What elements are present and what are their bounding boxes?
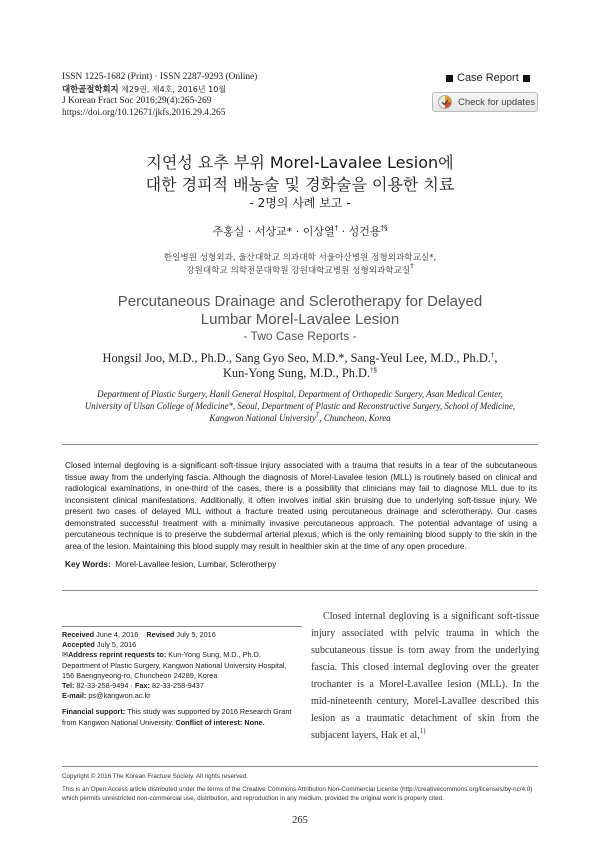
square-bullet-icon: [446, 75, 453, 82]
keywords-label: Key Words:: [65, 560, 111, 569]
affiliation-en-city: , Chuncheon, Korea: [319, 413, 391, 423]
keywords: [65, 560, 276, 569]
accepted-line: [62, 640, 302, 650]
email-label: E-mail:: [62, 691, 87, 701]
conflict-statement: Conflict of interest: None.: [175, 717, 265, 727]
affiliation-kr-line1: 한일병원 성형외과, 울산대학교 의과대학 서울아산병원 정형외과학교실*,: [163, 253, 437, 263]
abstract-text: Closed internal degloving is a significant soft-tissue injury associated with a trauma that results in a tear of the subcutaneous tissue away from the underlying fascia. Although the diagnosis of Morel-Lavalee lesion (MLL) is routinely based on clinical and radiological examinations, in one-third of the cases, there is a possibility that clinicians may fail to diagnose MLL due to its inconsistent clinical manifestations. Additionally, it often involves initial skin bruising due to underlying soft-tissue injury. We present two cases of delayed MLL without a fracture treated using percutaneous drainage and sclerotherapy. Our cases demonstrated successful treatment with a minimally invasive percutaneous approach. The potential advantage of using a percutaneous technique is to preserve the subdermal arterial plexus, which is the only remaining blood supply to the skin in the area of the lesion. Maintaining this blood supply may result in healthier skin at the time of any open procedure.: [65, 461, 537, 551]
authors-en-line2: [0, 366, 600, 381]
affiliation-kr-text: 강원대학교 의학전문대학원 강원대학교병원 성형외과학교실: [186, 266, 411, 276]
affiliation-kr-line2: [0, 264, 600, 276]
title-en-line2: Lumbar Morel-Lavalee Lesion: [200, 311, 400, 328]
affiliation-en-text: Kangwon National University: [209, 413, 316, 423]
title-kr-subtitle: - 2명의 사례 보고 -: [249, 196, 351, 210]
received-line: [62, 630, 302, 640]
intro-paragraph: [311, 608, 539, 744]
article-info: [62, 630, 302, 728]
affiliation-mark: †: [410, 262, 414, 270]
author-mark: †: [334, 224, 339, 232]
tel-label: Tel:: [62, 681, 75, 691]
contact-line: Tel: 82-33-258-9494 · Fax: 82-33-258-9437: [62, 681, 204, 691]
received-date: June 4, 2016: [96, 630, 139, 639]
reference-mark[interactable]: 1): [419, 727, 426, 735]
check-for-updates-button[interactable]: [432, 92, 538, 112]
revised-date: July 5, 2016: [176, 630, 216, 639]
authors-en-line1: [0, 351, 600, 366]
accepted-date: July 5, 2016: [96, 640, 137, 650]
divider: [62, 444, 538, 445]
divider: [62, 766, 538, 767]
funding-text: This study was supported by 2016 Research Grant from Kangwon National University.: [62, 707, 292, 727]
title-kr-line2: 대한 경피적 배농술 및 경화술을 이용한 치료: [145, 175, 455, 194]
divider: [62, 626, 302, 627]
reprint-name: Kun-Yong Sung, M.D., Ph.D.: [168, 650, 261, 660]
affiliation-en-line1: Department of Plastic Surgery, Hanil General Hospital, Department of Orthopedic Surgery, Asan Medical Center,: [97, 389, 503, 399]
license-text: This is an Open Access article distributed under the terms of the Creative Commons Attribution Non-Commercial License (http://creativecommons.org/licenses/by-nc/4.0) which permits unrestricted non-commercial use, distribution, and reproduction in any medium, provided the original work is properly cited.: [62, 786, 533, 802]
issn-line: ISSN 1225-1682 (Print) · ISSN 2287-9293 (Online): [62, 72, 258, 82]
copyright: Copyright © 2016 The Korean Fracture Society. All rights reserved.: [62, 773, 249, 780]
divider: [62, 590, 538, 591]
affiliation-en-line3: [0, 410, 600, 423]
received-label: Received: [62, 630, 95, 639]
affiliation-mark: †: [315, 410, 320, 418]
authors-kr-last: · 성건용: [338, 225, 381, 238]
funding-label: Financial support:: [62, 707, 126, 717]
title-en-subtitle: - Two Case Reports -: [243, 329, 357, 343]
article-type-label: Case Report: [457, 72, 519, 84]
square-bullet-icon: [523, 75, 530, 82]
reprint-line: [62, 650, 302, 660]
email-value[interactable]: ps@kangwon.ac.kr: [88, 691, 151, 701]
funding-line: [62, 707, 302, 727]
intro-text: Closed internal degloving is a significant soft-tissue injury associated with pelvic trauma in which the subcutaneous tissue is torn away from the underlying fascia. This closed internal degloving over the greater trochanter is a Morel-Lavallee lesion (MLL). In the mid-nineteenth century, Morel-Lavallee described this lesion as a traumatic detachment of skin from the subjacent layers, Hak et al,: [311, 611, 539, 741]
fax-label: Fax:: [134, 681, 150, 691]
keywords-values: Morel-Lavallee lesion, Lumbar, Sclerotherpy: [115, 560, 277, 569]
authors-en-text: Kun-Yong Sung, M.D., Ph.D.: [222, 366, 371, 380]
authors-en-text: Hongsil Joo, M.D., Ph.D., Sang Gyo Seo, M.D.*, Sang-Yeul Lee, M.D., Ph.D.: [102, 351, 491, 365]
affiliation-en-line2: University of Ulsan College of Medicine*, Seoul, Department of Plastic and Reconstructive Surgery, School of Medicine,: [84, 401, 516, 411]
abstract: [65, 460, 537, 552]
journal-kr-name: 대한골절학회지: [62, 83, 119, 94]
tel-value: 82-33-258-9494: [76, 681, 129, 691]
title-kr-line1: 지연성 요추 부위 Morel-Lavalee Lesion에: [146, 153, 454, 172]
page-number: 265: [292, 815, 308, 826]
reprint-address-line: 156 Baengnyeong-ro, Chuncheon 24289, Korea: [62, 670, 218, 680]
accepted-label: Accepted: [62, 640, 95, 650]
fax-value: 82-33-258-9437: [151, 681, 204, 691]
journal-kr-volume: 제29권, 제4호, 2016년 10월: [118, 84, 227, 94]
check-for-updates-label: Check for updates: [458, 96, 536, 108]
author-mark: †: [490, 351, 495, 359]
title-en-line1: Percutaneous Drainage and Sclerotherapy for Delayed: [117, 293, 483, 310]
revised-label: Revised: [146, 630, 175, 639]
article-type-badge: [446, 72, 530, 84]
crossmark-icon: [438, 95, 452, 109]
citation-line: J Korean Fract Soc 2016;29(4):265-269: [62, 96, 212, 106]
author-mark: †§: [380, 224, 388, 232]
author-mark: †§: [370, 366, 378, 374]
reprint-address-line: Department of Plastic Surgery, Kangwon National University Hospital,: [62, 660, 287, 670]
authors-kr: [0, 223, 600, 239]
doi-link[interactable]: https://doi.org/10.12671/jkfs.2016.29.4.265: [62, 107, 226, 118]
authors-en-comma: ,: [494, 351, 498, 365]
reprint-label: Address reprint requests to:: [68, 650, 167, 660]
email-line: [62, 691, 302, 701]
journal-meta: [62, 72, 257, 119]
journal-kr-line: [62, 84, 257, 97]
authors-kr-names: 주홍실 · 서상교* · 이상열: [212, 225, 335, 238]
envelope-icon: ✉: [62, 650, 69, 660]
